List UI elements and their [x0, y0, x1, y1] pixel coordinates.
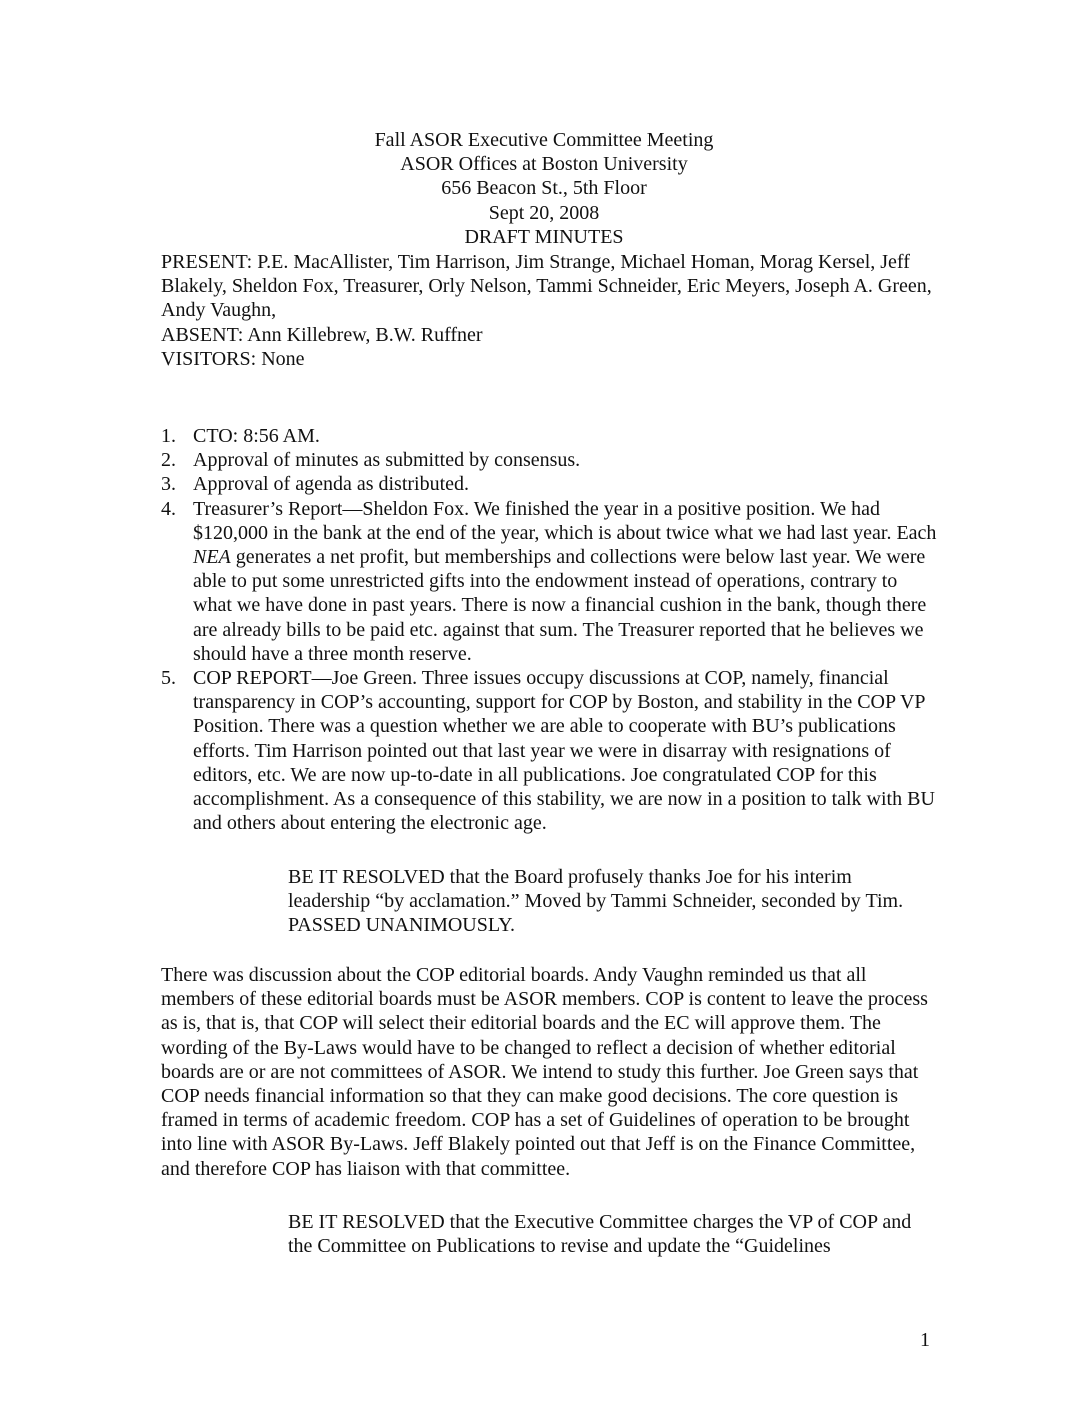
discussion-paragraph: There was discussion about the COP editorial boards. Andy Vaughn reminded us that all members of these editorial boards must be ASOR members. COP is content to leave the process as is, that is, that COP will select their editorial boards and the EC will approve them. The wording of the By-Laws would have to be changed to reflect a decision of whether editorial boards are or are not committees of ASOR. We intend to study this further. Joe Green says that COP needs financial information so that they can make good decisions. The core question is framed in terms of academic freedom. COP has a set of Guidelines of operation to be brought into line with ASOR By-Laws. Jeff Blakely pointed out that Jeff is on the Finance Committee, and therefore COP has liaison with that committee. — [161, 964, 928, 1180]
document-status: DRAFT MINUTES — [464, 225, 624, 248]
document-header — [0, 128, 1088, 249]
item-text: Treasurer’s Report—Sheldon Fox. We finished the year in a positive position. We had $120,000 in the bank at the end of the year, which is about twice what we had last year. Each — [193, 497, 937, 544]
item-text: Approval of minutes as submitted by consensus. — [193, 449, 581, 472]
item-number: 5. — [161, 667, 176, 690]
agenda-item — [161, 424, 941, 448]
resolution-text: BE IT RESOLVED that the Board profusely thanks Joe for his interim leadership “by acclamation.” Moved by Tammi Schneider, seconded by Tim. PASSED UNANIMOUSLY. — [288, 866, 904, 937]
present-list: PRESENT: P.E. MacAllister, Tim Harrison, Jim Strange, Michael Homan, Morag Kersel, Jeff Blakely, Sheldon Fox, Treasurer, Orly Nelson, Tammi Schneider, Eric Meyers, Joseph A. Green, Andy Vaughn, — [161, 251, 932, 322]
resolution-block — [288, 1210, 938, 1258]
meeting-title: Fall ASOR Executive Committee Meeting — [374, 129, 714, 151]
agenda-item — [161, 448, 941, 472]
item-text: Approval of agenda as distributed. — [193, 473, 470, 496]
agenda-items — [161, 424, 941, 835]
item-number: 2. — [161, 449, 176, 472]
item-text-continued: generates a net profit, but memberships and collections were below last year. We were able to put some unrestricted gifts into the endowment instead of operations, contrary to what we have done in past years. There is now a financial cushion in the bank, though there are already bills to be paid etc. against that sum. The Treasurer reported that he believes we should have a three month reserve. — [193, 546, 927, 665]
absent-list: ABSENT: Ann Killebrew, B.W. Ruffner — [161, 323, 483, 346]
item-number: 1. — [161, 425, 176, 447]
discussion-section — [161, 963, 941, 1181]
item-number: 4. — [161, 497, 176, 520]
agenda-item — [161, 666, 941, 835]
item-emphasis: NEA — [193, 546, 231, 569]
visitors-list: VISITORS: None — [161, 347, 305, 370]
resolution-text: BE IT RESOLVED that the Executive Committee charges the VP of COP and the Committee on Publications to revise and update the “Guidelines — [288, 1211, 912, 1258]
resolution-block — [288, 865, 938, 938]
item-text: CTO: 8:56 AM. — [193, 425, 320, 447]
item-number: 3. — [161, 473, 176, 496]
page-number: 1 — [920, 1329, 930, 1351]
meeting-date: Sept 20, 2008 — [488, 201, 600, 224]
meeting-address: 656 Beacon St., 5th Floor — [441, 177, 647, 200]
meeting-location: ASOR Offices at Boston University — [400, 153, 688, 176]
item-text: COP REPORT—Joe Green. Three issues occupy discussions at COP, namely, financial transparency in COP’s accounting, support for COP by Boston, and stability in the COP VP Position. There was a question whether we are able to cooperate with BU’s publications efforts. Tim Harrison pointed out that last year we were in disarray with resignations of editors, etc. We are now up-to-date in all publications. Joe congratulated COP for this accomplishment. As a consequence of this stability, we are now in a position to talk with BU and others about entering the electronic age. — [193, 667, 935, 835]
agenda-item — [161, 472, 941, 496]
agenda-item — [161, 497, 941, 666]
attendance-section — [161, 250, 941, 371]
